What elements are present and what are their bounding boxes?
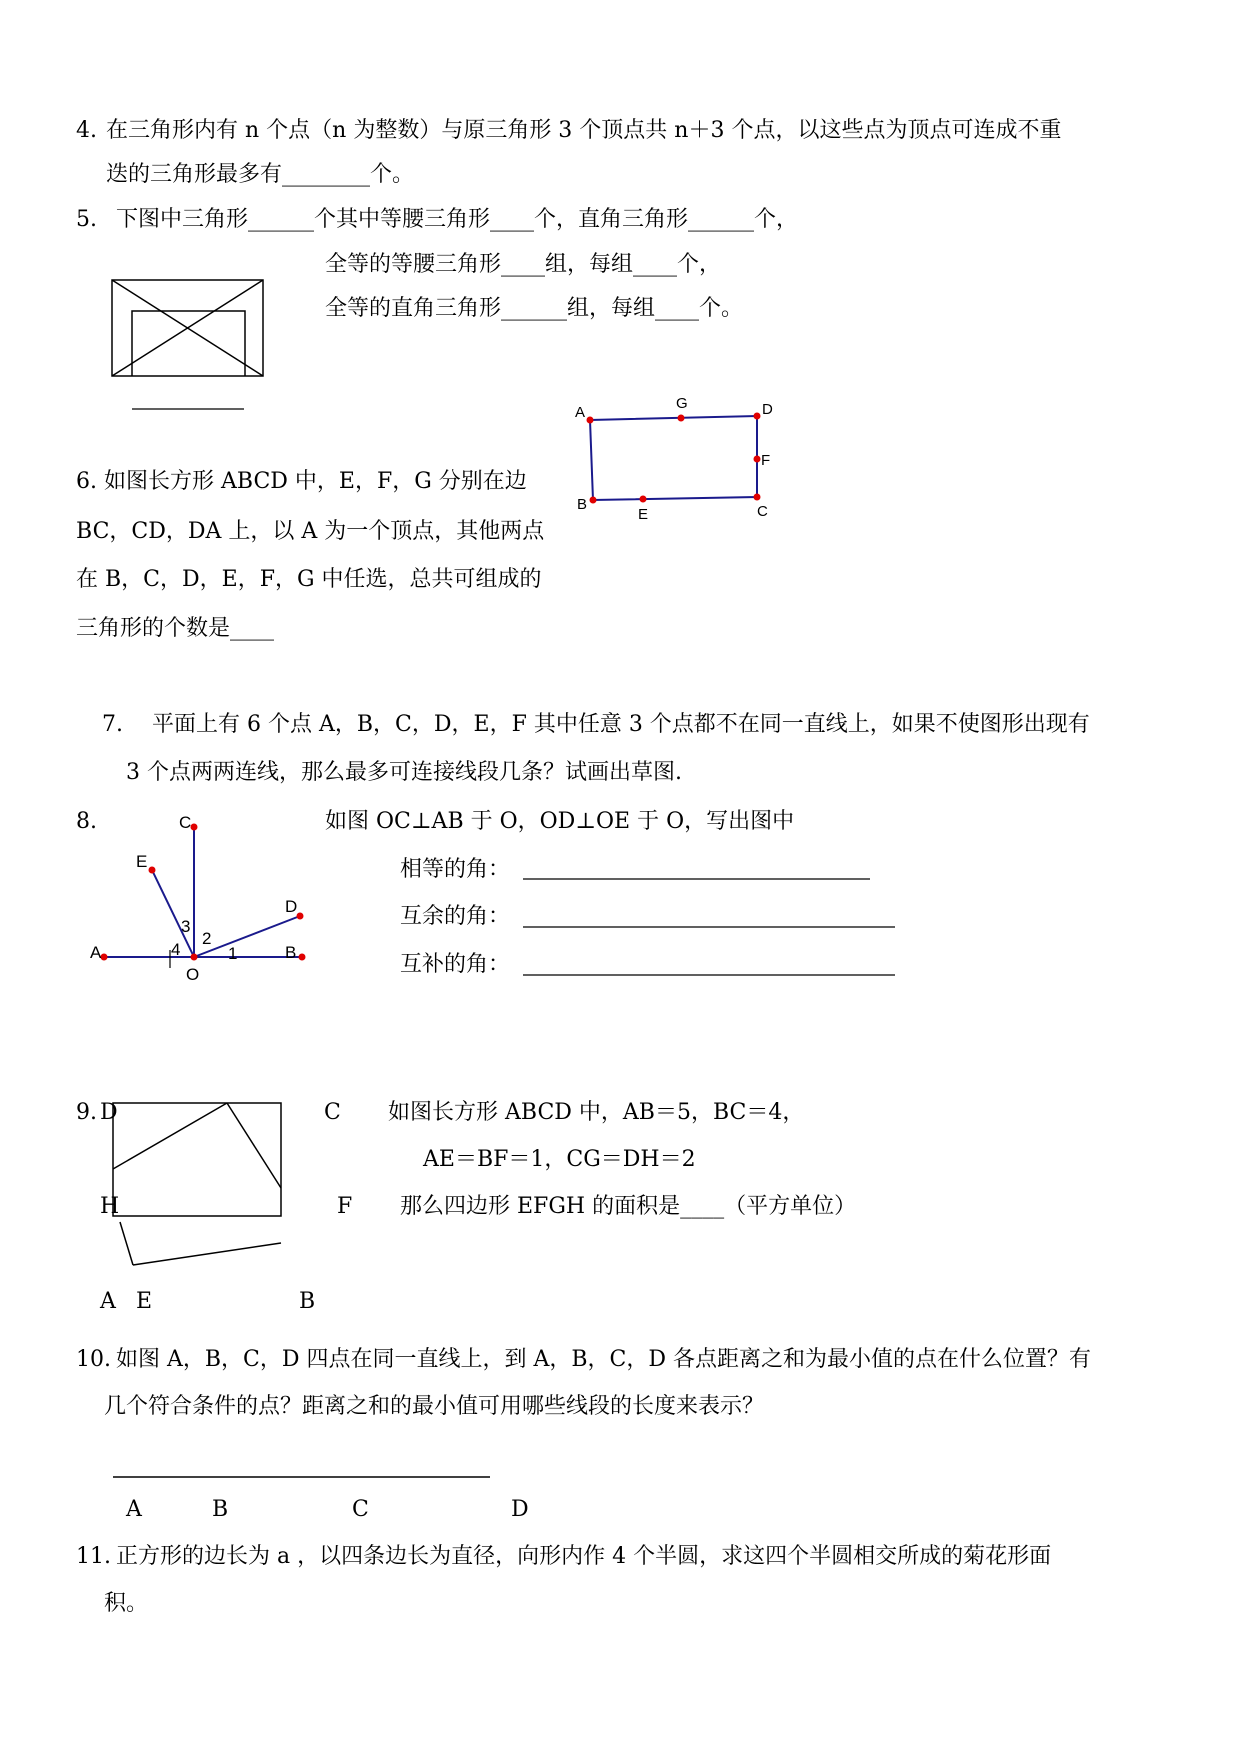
q6-label-C: C [757, 503, 768, 520]
q8-angle-label-2: 2 [202, 929, 212, 948]
q10-label-A: A [126, 1497, 142, 1522]
q6-text-line4: 三角形的个数是____ [76, 616, 275, 641]
q8-label-A: A [90, 943, 102, 962]
q9-text-line1: 如图长方形 ABCD 中，AB＝5，BC＝4， [388, 1100, 805, 1125]
q8-angle-label-3: 3 [181, 917, 191, 936]
q4-text-line2: 迭的三角形最多有________个。 [106, 162, 415, 187]
q6-label-G: G [676, 395, 688, 412]
q8-label-E: E [136, 852, 148, 871]
q9-text-line3: 那么四边形 EFGH 的面积是____（平方单位） [400, 1194, 857, 1219]
q10-text-line2: 几个符合条件的点？距离之和的最小值可用哪些线段的长度来表示？ [104, 1394, 765, 1419]
q9-label-E: E [136, 1289, 153, 1314]
q6-label-A: A [575, 404, 586, 421]
q8-equal-angles-label: 相等的角： [400, 857, 511, 882]
q9-label-F: F [337, 1194, 353, 1219]
q8-label-B: B [285, 943, 297, 962]
q9-label-C: C [324, 1100, 341, 1125]
q10-text-line1: 如图 A，B，C，D 四点在同一直线上，到 A，B，C，D 各点距离之和为最小值的点在什么位置？有 [116, 1347, 1092, 1372]
q8-number: 8. [76, 809, 97, 834]
q6-label-E: E [638, 506, 649, 523]
q8-label-O: O [186, 965, 200, 984]
q8-complementary-angles-label: 互余的角： [400, 904, 511, 929]
q9-label-B: B [299, 1289, 316, 1314]
q11-text-line1: 正方形的边长为 a ，以四条边长为直径，向形内作 4 个半圆，求这四个半圆相交所成的菊花形面 [116, 1544, 1052, 1569]
q7-number: 7. [102, 712, 123, 737]
q10-label-C: C [352, 1497, 369, 1522]
q9-label-A: A [100, 1289, 116, 1314]
q5-text-line2: 全等的等腰三角形____组，每组____个， [325, 252, 722, 277]
q9-label-D: D [100, 1100, 118, 1125]
q5-number: 5. [76, 207, 97, 232]
q10-label-B: B [212, 1497, 229, 1522]
q4-text-line1: 在三角形内有 n 个点（n 为整数）与原三角形 3 个顶点共 n＋3 个点，以这些点为顶点可连成不重 [106, 118, 1062, 143]
q6-text-line3: 在 B，C，D，E，F，G 中任选，总共可组成的 [76, 567, 542, 592]
q7-text-line1: 平面上有 6 个点 A，B，C，D，E，F 其中任意 3 个点都不在同一直线上，如果不使图形出现有 [152, 712, 1090, 737]
q6-label-B: B [577, 496, 588, 513]
q7-text-line2: 3 个点两两连线，那么最多可连接线段几条？试画出草图. [126, 760, 682, 785]
q11-text-line2: 积。 [104, 1591, 149, 1616]
q8-supplementary-angles-label: 互补的角： [400, 952, 511, 977]
q8-label-C: C [179, 813, 192, 832]
q6-label-D: D [762, 401, 773, 418]
q8-angle-label-1: 1 [228, 944, 238, 963]
q5-text-line1: 下图中三角形______个其中等腰三角形____个，直角三角形______个， [116, 207, 799, 232]
q9-label-H: H [100, 1194, 120, 1219]
q10-label-D: D [511, 1497, 529, 1522]
q4-number: 4. [76, 118, 97, 143]
q5-text-line3: 全等的直角三角形______组，每组____个。 [325, 296, 744, 321]
q9-number: 9. [76, 1100, 97, 1125]
q6-text-line1: 6. 如图长方形 ABCD 中，E，F，G 分别在边 [76, 469, 527, 494]
q8-angle-label-4: 4 [171, 940, 181, 959]
q6-text-line2: BC，CD，DA 上，以 A 为一个顶点，其他两点 [76, 519, 545, 544]
q6-label-F: F [761, 452, 771, 469]
q10-number: 10. [76, 1347, 111, 1372]
q11-number: 11. [76, 1544, 111, 1569]
q8-intro: 如图 OC⊥AB 于 O，OD⊥OE 于 O，写出图中 [325, 809, 795, 834]
q9-text-line2: AE＝BF＝1，CG＝DH＝2 [423, 1147, 696, 1172]
q8-label-D: D [285, 897, 298, 916]
